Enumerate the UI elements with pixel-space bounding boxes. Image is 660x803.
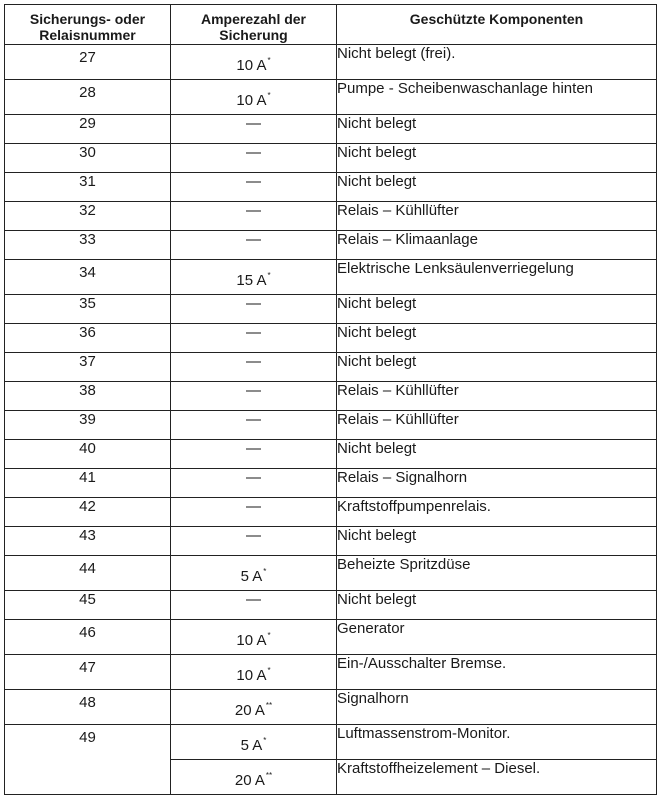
component-cell [337,527,657,556]
fuse-number: 35 [79,295,96,312]
fuse-number: 32 [79,202,96,219]
table-row [5,260,657,295]
amperage-cell [171,115,337,144]
table-row [5,45,657,80]
table-row [5,80,657,115]
header-components-label: Geschützte Komponenten [409,11,584,27]
fuse-number-cell [5,324,171,353]
component-description: Kraftstoffpumpenrelais. [337,498,491,515]
amperage-cell [171,620,337,655]
amperage-value: — [246,202,261,219]
component-description: Luftmassenstrom-Monitor. [337,725,511,742]
footnote-marker: * [267,56,271,65]
amperage-value: — [246,353,261,370]
component-cell [337,620,657,655]
amperage-value: — [246,115,261,132]
footnote-marker: * [263,567,267,576]
amperage-value: 10 A [236,92,267,109]
header-amperage-line1: Amperezahl der [200,11,307,27]
table-row [5,498,657,527]
component-description: Elektrische Lenksäulenverriegelung [337,260,574,277]
amperage-value: — [246,527,261,544]
amperage-cell [171,324,337,353]
header-components [337,5,657,45]
amperage-value: 20 A [234,702,265,719]
fuse-number-cell [5,173,171,202]
table-row [5,620,657,655]
table-row [5,324,657,353]
fuse-number: 48 [79,694,96,711]
fuse-number-cell [5,440,171,469]
header-row [5,5,657,45]
fuse-number: 39 [79,411,96,428]
component-cell [337,144,657,173]
component-description: Nicht belegt [337,527,417,544]
footnote-marker: * [267,631,271,640]
amperage-cell [171,260,337,295]
component-description: Nicht belegt [337,295,417,312]
fuse-number-cell [5,620,171,655]
component-cell [337,173,657,202]
amperage-value: — [246,324,261,341]
header-amperage-line2: Sicherung [219,27,288,43]
amperage-cell [171,382,337,411]
fuse-number: 28 [79,84,96,101]
amperage-value: — [246,231,261,248]
fuse-number-cell [5,353,171,382]
amperage-cell [171,760,337,795]
component-cell [337,469,657,498]
footnote-marker: * [267,91,271,100]
amperage-value: 20 A [234,772,265,789]
component-description: Ein-/Ausschalter Bremse. [337,655,507,672]
fuse-number-cell [5,202,171,231]
fuse-number-cell [5,725,171,795]
table-row [5,527,657,556]
header-fuse-number-line2: Relaisnummer [39,27,136,43]
amperage-value: 10 A [236,632,267,649]
table-row [5,173,657,202]
amperage-value: — [246,382,261,399]
amperage-cell [171,440,337,469]
component-description: Nicht belegt [337,144,417,161]
fuse-number-cell [5,655,171,690]
fuse-number-cell [5,382,171,411]
amperage-cell [171,655,337,690]
component-cell [337,260,657,295]
amperage-cell [171,498,337,527]
component-cell [337,591,657,620]
fuse-number: 33 [79,231,96,248]
component-cell [337,202,657,231]
footnote-marker: * [267,271,271,280]
fuse-number: 37 [79,353,96,370]
fuse-number-cell [5,469,171,498]
table-row [5,440,657,469]
fuse-number: 40 [79,440,96,457]
component-cell [337,556,657,591]
amperage-cell [171,527,337,556]
table-row [5,144,657,173]
amperage-cell [171,556,337,591]
component-description: Relais – Kühllüfter [337,382,459,399]
fuse-number: 34 [79,264,96,281]
fuse-number-cell [5,80,171,115]
footnote-marker: * [263,736,267,745]
amperage-cell [171,690,337,725]
component-cell [337,655,657,690]
fuse-number: 44 [79,560,96,577]
amperage-cell [171,591,337,620]
fuse-number-cell [5,260,171,295]
component-description: Signalhorn [337,690,409,707]
amperage-value: 10 A [236,57,267,74]
component-description: Nicht belegt [337,440,417,457]
amperage-cell [171,469,337,498]
fuse-number: 29 [79,115,96,132]
amperage-cell [171,80,337,115]
amperage-cell [171,411,337,440]
amperage-cell [171,353,337,382]
amperage-value: 10 A [236,667,267,684]
amperage-value: 5 A [240,568,263,585]
fuse-number-cell [5,231,171,260]
amperage-value: — [246,173,261,190]
table-row [5,591,657,620]
table-row [5,469,657,498]
fuse-number: 41 [79,469,96,486]
component-cell [337,440,657,469]
fuse-number: 42 [79,498,96,515]
amperage-cell [171,295,337,324]
table-row [5,411,657,440]
fuse-number-cell [5,411,171,440]
component-description: Nicht belegt [337,591,417,608]
fuse-number-cell [5,527,171,556]
component-cell [337,80,657,115]
amperage-cell [171,725,337,760]
component-cell [337,295,657,324]
component-description: Nicht belegt [337,353,417,370]
table-row [5,655,657,690]
fuse-number-cell [5,115,171,144]
fuse-number: 36 [79,324,96,341]
component-description: Nicht belegt [337,173,417,190]
fuse-number: 47 [79,659,96,676]
fuse-table [4,4,657,795]
table-row [5,295,657,324]
table-row [5,690,657,725]
header-fuse-number-line1: Sicherungs- oder [29,11,146,27]
fuse-number-cell [5,591,171,620]
fuse-number: 49 [79,729,96,746]
amperage-value: — [246,469,261,486]
fuse-number: 38 [79,382,96,399]
amperage-value: — [246,440,261,457]
amperage-value: — [246,498,261,515]
component-cell [337,725,657,760]
component-description: Relais – Kühllüfter [337,411,459,428]
fuse-number: 46 [79,624,96,641]
component-description: Nicht belegt (frei). [337,45,456,62]
table-row [5,382,657,411]
fuse-number: 30 [79,144,96,161]
amperage-cell [171,173,337,202]
component-cell [337,382,657,411]
component-cell [337,760,657,795]
component-cell [337,353,657,382]
component-cell [337,115,657,144]
table-row [5,353,657,382]
amperage-value: 15 A [236,272,267,289]
footnote-marker: * [267,666,271,675]
fuse-number-cell [5,498,171,527]
amperage-cell [171,45,337,80]
component-description: Beheizte Spritzdüse [337,556,471,573]
component-description: Nicht belegt [337,115,417,132]
component-description: Nicht belegt [337,324,417,341]
header-amperage [171,5,337,45]
table-row [5,115,657,144]
amperage-cell [171,231,337,260]
amperage-value: — [246,411,261,428]
fuse-number-cell [5,45,171,80]
fuse-number: 31 [79,173,96,190]
component-description: Relais – Kühllüfter [337,202,459,219]
fuse-number-cell [5,144,171,173]
amperage-value: — [246,591,261,608]
fuse-number: 27 [79,49,96,66]
fuse-number-cell [5,295,171,324]
component-cell [337,231,657,260]
amperage-value: — [246,295,261,312]
amperage-value: — [246,144,261,161]
fuse-number-cell [5,690,171,725]
component-description: Kraftstoffheizelement – Diesel. [337,760,541,777]
table-row [5,202,657,231]
component-cell [337,690,657,725]
footnote-marker: ** [265,701,273,710]
component-cell [337,498,657,527]
table-body [5,45,657,795]
component-cell [337,45,657,80]
footnote-marker: ** [265,771,273,780]
table-row [5,556,657,591]
table-row [5,231,657,260]
table-row [5,725,657,760]
component-description: Generator [337,620,405,637]
component-cell [337,324,657,353]
component-description: Pumpe - Scheibenwaschanlage hinten [337,80,594,97]
amperage-value: 5 A [240,737,263,754]
fuse-number: 45 [79,591,96,608]
fuse-number: 43 [79,527,96,544]
component-description: Relais – Klimaanlage [337,231,478,248]
fuse-number-cell [5,556,171,591]
component-description: Relais – Signalhorn [337,469,468,486]
amperage-cell [171,202,337,231]
header-fuse-number [5,5,171,45]
component-cell [337,411,657,440]
amperage-cell [171,144,337,173]
